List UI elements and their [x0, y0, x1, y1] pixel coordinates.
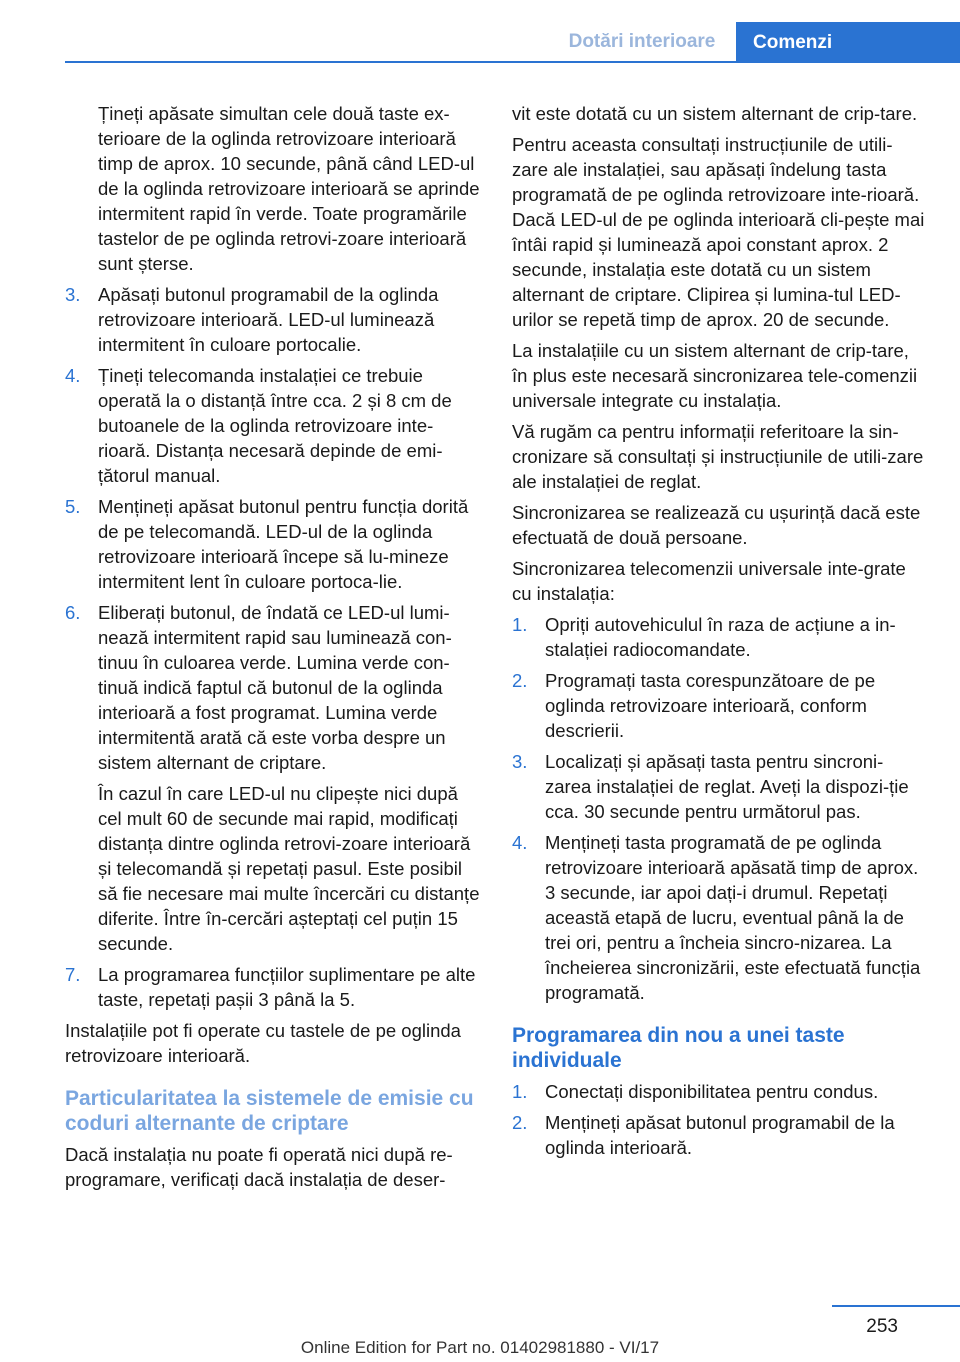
list-item	[65, 494, 480, 594]
list-text: Țineți telecomanda instalației ce trebuie operată la o distanță între cca. 2 și 8 cm de butoanele de la oglinda retrovizoare inte-rioară. Distanța necesară depinde de emi-țătorul manual.	[98, 365, 452, 486]
intro-paragraph: Țineți apăsate simultan cele două taste ex-terioare de la oglinda retrovizoare interioară timp de aprox. 10 secunde, până când LED-ul de la oglinda retrovizoare interioară se aprinde intermitent rapid în verde. Toate programările tastelor de pe oglinda retrovi-zoare interioară sunt șterse.	[98, 103, 480, 274]
list-number: 1.	[512, 614, 528, 635]
list-number: 1.	[512, 1081, 528, 1102]
list-item	[512, 612, 928, 662]
list-number: 2.	[512, 1112, 528, 1133]
online-edition-note: Online Edition for Part no. 01402981880 - VI/17	[300, 1338, 660, 1357]
header-tab-chapter[interactable]: Comenzi	[736, 22, 960, 63]
paragraph: La instalațiile cu un sistem alternant de crip-tare, în plus este necesară sincronizarea tele-comenzii universale integrate cu instalația.	[512, 340, 918, 411]
list-number: 6.	[65, 602, 81, 623]
list-item	[512, 1079, 928, 1104]
after-list-paragraph: Instalațiile pot fi operate cu tastele de pe oglinda retrovizoare interioară.	[65, 1020, 461, 1066]
list-number: 4.	[65, 365, 81, 386]
list-item-body	[98, 600, 480, 956]
list-item	[512, 749, 928, 824]
right-column	[512, 101, 928, 1166]
paragraph: Sincronizarea telecomenzii universale inte-grate cu instalația:	[512, 558, 906, 604]
paragraph: Sincronizarea se realizează cu ușurință dacă este efectuată de două persoane.	[512, 502, 921, 548]
list-text: Programați tasta corespunzătoare de pe oglinda retrovizoare interioară, conform descrierii.	[545, 670, 876, 741]
list-number: 3.	[65, 284, 81, 305]
list-number: 2.	[512, 670, 528, 691]
list-text: Conectați disponibilitatea pentru condus.	[545, 1081, 879, 1102]
list-text: Eliberați butonul, de îndată ce LED-ul lumi-nează intermitent rapid sau luminează con-tinuu în culoarea verde. Lumina verde con-tinuă indică faptul că butonul de la oglinda interioară a fost programat. Lumina verde intermitentă arată că este vorba despre un sistem alternant de criptare.	[98, 602, 452, 773]
list-item	[512, 1110, 928, 1160]
list-item	[65, 600, 480, 956]
list-number: 3.	[512, 751, 528, 772]
section-heading-reprogram: Programarea din nou a unei taste individuale	[512, 1024, 845, 1072]
list-text: Mențineți tasta programată de pe oglinda retrovizoare interioară apăsată timp de aprox. 3 secunde, iar apoi dați-i drumul. Repetați această etapă de lucru, eventual până la de trei ori, pentru a încheia sincro-nizarea. La încheierea sincronizării, este efectuată funcția programată.	[545, 832, 921, 1003]
list-text: Apăsați butonul programabil de la oglinda retrovizoare interioară. LED-ul luminează intermitent în culoare portocalie.	[98, 284, 439, 355]
list-item	[512, 830, 928, 1005]
list-subparagraph: În cazul în care LED-ul nu clipește nici după cel mult 60 de secunde mai rapid, modificați distanța dintre oglinda retrovi-zoare interioară și telecomandă și repetați pasul. Este posibil să fie necesare mai multe încercări cu distanțe diferite. Între în-cercări așteptați cel puțin 15 secunde.	[98, 783, 480, 954]
left-column	[65, 101, 480, 1198]
list-number: 7.	[65, 964, 81, 985]
list-number: 4.	[512, 832, 528, 853]
paragraph: Vă rugăm ca pentru informații referitoare la sin-cronizare să consultați și instrucțiunile de utili-zare ale instalației de reglat.	[512, 421, 924, 492]
list-item	[65, 363, 480, 488]
list-text: Opriți autovehiculul în raza de acțiune a in-stalației radiocomandate.	[545, 614, 896, 660]
list-item	[65, 282, 480, 357]
header-tab-section[interactable]: Dotări interioare	[568, 31, 716, 52]
list-text: Localizați și apăsați tasta pentru sincroni-zarea instalației de reglat. Aveți la dispozi-ție cca. 30 secunde pentru următorul pas.	[545, 751, 909, 822]
list-number: 5.	[65, 496, 81, 517]
list-text: Mențineți apăsat butonul pentru funcția dorită de pe telecomandă. LED-ul de la oglinda retrovizoare interioară începe să lu-mineze intermitent lent în culoare portoca-lie.	[98, 496, 469, 592]
footer-rule	[832, 1305, 960, 1307]
list-item	[512, 668, 928, 743]
list-item	[65, 962, 480, 1012]
list-text: La programarea funcțiilor suplimentare pe alte taste, repetați pașii 3 până la 5.	[98, 964, 476, 1010]
rolling-code-paragraph: Dacă instalația nu poate fi operată nici după re-programare, verificați dacă instalația de deser-	[65, 1144, 453, 1190]
paragraph: vit este dotată cu un sistem alternant de crip-tare.	[512, 103, 918, 124]
section-heading-rolling-code: Particularitatea la sistemele de emisie cu coduri alternante de criptare	[65, 1087, 474, 1135]
page-number: 253	[866, 1316, 898, 1337]
list-text: Mențineți apăsat butonul programabil de la oglinda interioară.	[545, 1112, 895, 1158]
paragraph: Pentru aceasta consultați instrucțiunile de utili-zare ale instalației, sau apăsați îndelung tasta programată de pe oglinda retrovizoare inte-rioară. Dacă LED-ul de pe oglinda interioară cli-pește mai întâi rapid și luminează apoi constant aprox. 2 secunde, instalația este dotată cu un sistem alternant de criptare. Clipirea și lumina-tul LED-urilor se repetă timp de aprox. 20 de secunde.	[512, 134, 925, 330]
